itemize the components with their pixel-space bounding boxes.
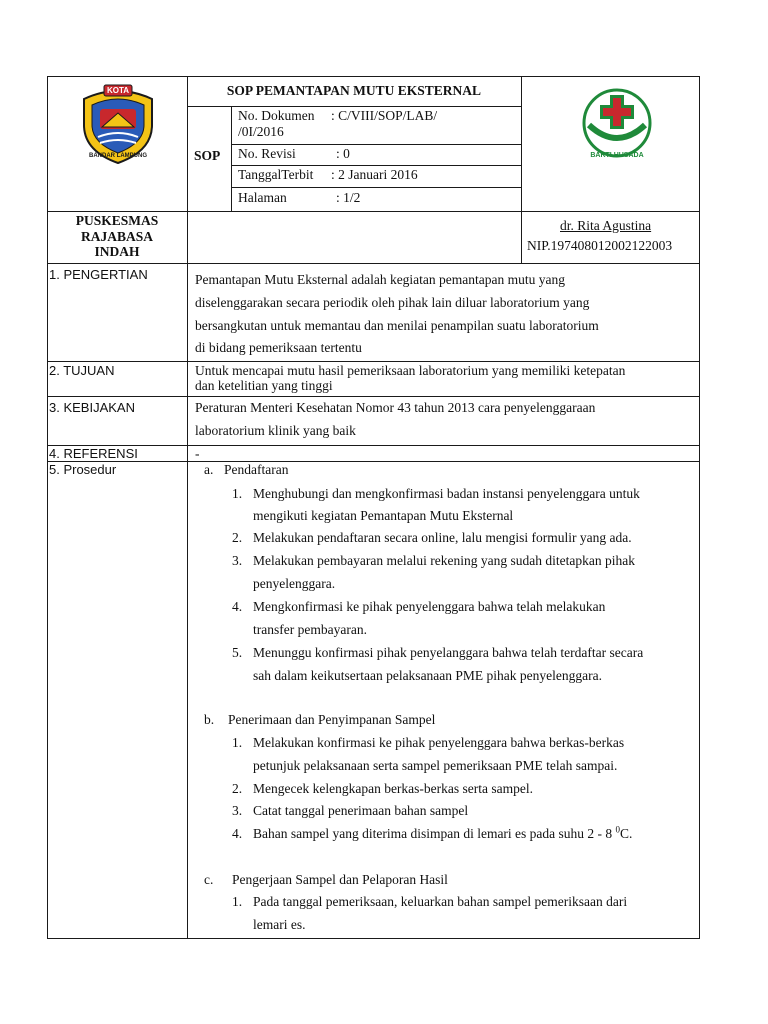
a-item-3-num: 3. <box>232 553 243 568</box>
signer-name: dr. Rita Agustina <box>560 218 652 233</box>
kebijakan-line-1: Peraturan Menteri Kesehatan Nomor 43 tahun 2013 cara penyelenggaraan <box>195 400 596 415</box>
b-item-1-line-2: petunjuk pelaksanaan serta sampel pemeriksaan PME telah sampai. <box>253 758 618 773</box>
a-item-3-line-2: penyelenggara. <box>253 576 336 591</box>
org-name-line3: INDAH <box>94 244 140 259</box>
logo-bakti-husada-text: BAKTI HUSADA <box>590 152 644 159</box>
issue-date-label: TanggalTerbit <box>238 167 314 182</box>
page-label: Halaman <box>238 190 287 205</box>
a-item-1-num: 1. <box>232 486 243 501</box>
a-item-2-line-1: Melakukan pendaftaran secara online, lalu mengisi formulir yang ada. <box>253 530 632 545</box>
b-item-4-degree: 0 <box>615 824 621 835</box>
b-item-4-num: 4. <box>232 826 243 841</box>
row-line-3 <box>47 396 700 397</box>
table-border-bottom <box>47 938 700 939</box>
table-border-right <box>699 76 700 939</box>
b-item-4-text: Bahan sampel yang diterima disimpan di lemari es pada suhu 2 - 8 <box>253 826 616 841</box>
subsection-a-title: Pendaftaran <box>224 462 289 477</box>
c-item-1-line-2: lemari es. <box>253 917 306 932</box>
revision-label: No. Revisi <box>238 146 296 161</box>
document-title: SOP PEMANTAPAN MUTU EKSTERNAL <box>226 83 482 98</box>
row-line-4 <box>47 445 700 446</box>
pengertian-line-2: diselenggarakan secara periodik oleh pihak lain diluar laboratorium yang <box>195 295 590 310</box>
pengertian-line-1: Pemantapan Mutu Eksternal adalah kegiatan pemantapan mutu yang <box>195 272 566 287</box>
section-label-pengertian: 1. PENGERTIAN <box>49 267 148 282</box>
pengertian-line-4: di bidang pemeriksaan tertentu <box>195 340 362 355</box>
a-item-5-line-2: sah dalam keikutsertaan pelaksanaan PME pihak penyelenggara. <box>253 668 602 683</box>
referensi-value: - <box>195 446 200 461</box>
tujuan-line-1: Untuk mencapai mutu hasil pemeriksaan laboratorium yang memiliki ketepatan <box>195 363 626 378</box>
header-divider-sop <box>231 106 232 212</box>
subsection-b-title: Penerimaan dan Penyimpanan Sampel <box>228 712 436 727</box>
sop-label: SOP <box>194 148 221 163</box>
b-item-1-num: 1. <box>232 735 243 750</box>
b-item-3-line-1: Catat tanggal penerimaan bahan sampel <box>253 803 469 818</box>
doc-no-label: No. Dokumen <box>238 108 315 123</box>
title-underline <box>187 106 521 107</box>
section-label-prosedur: 5. Prosedur <box>49 462 117 477</box>
logo-city-text: BANDAR LAMPUNG <box>89 153 147 159</box>
org-name-line1: PUSKESMAS <box>75 213 159 228</box>
section-label-kebijakan: 3. KEBIJAKAN <box>49 400 135 415</box>
b-item-1-line-1: Melakukan konfirmasi ke pihak penyelenggara bahwa berkas-berkas <box>253 735 625 750</box>
table-border-left <box>47 76 48 939</box>
a-item-3-line-1: Melakukan pembayaran melalui rekening yang sudah ditetapkan pihak <box>253 553 635 568</box>
header-bottom-line <box>47 211 700 212</box>
issue-date-value: : 2 Januari 2016 <box>331 167 418 182</box>
section-label-tujuan: 2. TUJUAN <box>49 363 115 378</box>
signer-nip: NIP.197408012002122003 <box>527 238 673 253</box>
row-line-5 <box>47 461 700 462</box>
header-divider-right <box>521 76 522 263</box>
c-item-1-num: 1. <box>232 894 243 909</box>
page-value: : 1/2 <box>336 190 361 205</box>
section-label-referensi: 4. REFERENSI <box>49 446 138 461</box>
b-item-3-num: 3. <box>232 803 243 818</box>
c-item-1-line-1: Pada tanggal pemeriksaan, keluarkan bahan sampel pemeriksaan dari <box>253 894 628 909</box>
org-name-line2: RAJABASA <box>80 229 153 244</box>
a-item-4-num: 4. <box>232 599 243 614</box>
header-divider-left <box>187 76 188 939</box>
bakti-husada-logo <box>575 85 659 165</box>
row-line-1 <box>47 263 700 264</box>
a-item-1-line-1: Menghubungi dan mengkonfirmasi badan instansi penyelenggara untuk <box>253 486 640 501</box>
b-item-2-line-1: Mengecek kelengkapan berkas-berkas serta sampel. <box>253 781 533 796</box>
logo-kota-text: KOTA <box>106 86 130 95</box>
doc-no-value-cont: /0I/2016 <box>238 124 284 139</box>
subsection-a-marker: a. <box>204 462 214 477</box>
b-item-2-num: 2. <box>232 781 243 796</box>
doc-no-value: : C/VIII/SOP/LAB/ <box>331 108 438 123</box>
a-item-5-num: 5. <box>232 645 243 660</box>
date-row-line <box>231 187 521 188</box>
a-item-1-line-2: mengikuti kegiatan Pemantapan Mutu Eksternal <box>253 508 514 523</box>
b-item-4-line-1 <box>253 826 632 842</box>
row-line-2 <box>47 361 700 362</box>
a-item-4-line-2: transfer pembayaran. <box>253 622 367 637</box>
revision-value: : 0 <box>336 146 350 161</box>
table-border-top <box>47 76 700 77</box>
a-item-5-line-1: Menunggu konfirmasi pihak penyelanggara bahwa telah terdaftar secara <box>253 645 644 660</box>
pengertian-line-3: bersangkutan untuk memantau dan menilai penampilan suatu laboratorium <box>195 318 599 333</box>
subsection-c-title: Pengerjaan Sampel dan Pelaporan Hasil <box>232 872 448 887</box>
subsection-c-marker: c. <box>204 872 214 887</box>
tujuan-line-2: dan ketelitian yang tinggi <box>195 378 333 393</box>
subsection-b-marker: b. <box>204 712 215 727</box>
bandar-lampung-logo <box>78 81 158 165</box>
doc-row-line <box>231 144 521 145</box>
a-item-4-line-1: Mengkonfirmasi ke pihak penyelenggara bahwa telah melakukan <box>253 599 606 614</box>
kebijakan-line-2: laboratorium klinik yang baik <box>195 423 356 438</box>
revision-row-line <box>231 165 521 166</box>
a-item-2-num: 2. <box>232 530 243 545</box>
b-item-4-unit: C. <box>620 826 633 841</box>
